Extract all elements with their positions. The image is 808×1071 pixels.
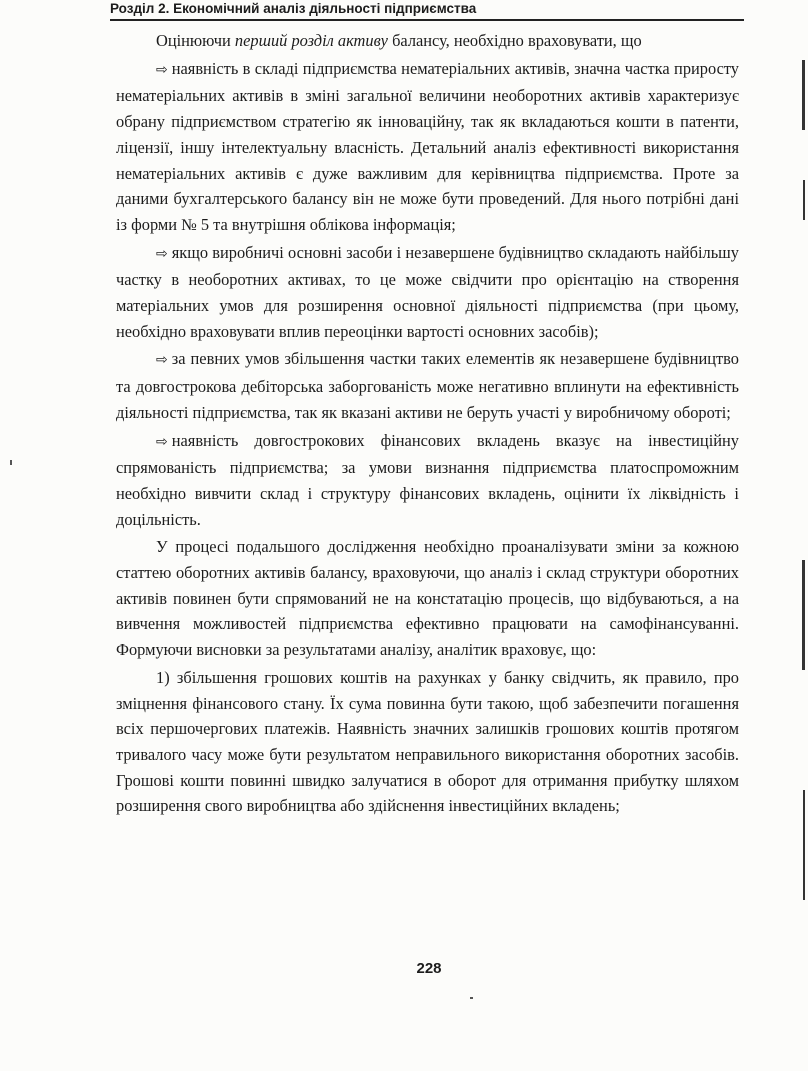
- intro-emphasis: перший розділ активу: [234, 31, 388, 50]
- bullet-item: ⇨ наявність в складі підприємства нематеріальних активів, значна частка приросту нематеріальних активів в зміні загальної величини необоротних активів характеризує обрану підприємством стратегію як інноваційну, так як вкладаються кошти в патенти, ліцензії, іншу інтелектуальну власність. Детальний аналіз ефективності використання нематеріальних активів є дуже важливим для керівництва підприємства. Проте за даними бухгалтерського балансу він не може бути проведений. Для нього потрібні дані із форми № 5 та внутрішня облікова інформація;: [116, 58, 739, 234]
- scan-dot: [10, 460, 12, 465]
- page-number: 228: [416, 960, 442, 977]
- page-body: [116, 28, 739, 821]
- scan-edge-mark: [803, 180, 805, 220]
- right-arrow-icon: ⇨: [156, 433, 168, 450]
- right-arrow-icon: ⇨: [156, 245, 168, 262]
- bullet-item: ⇨ за певних умов збільшення частки таких елементів як незавершене будівництво та довгострокова дебіторська заборгованість може негативно вплинути на ефективність діяльності підприємства, так як вказані активи не беруть участі у виробничому обороті;: [116, 349, 739, 422]
- bullet-item: ⇨ наявність довгострокових фінансових вкладень вказує на інвестиційну спрямованість підприємства; за умови визнання підприємства платоспроможним необхідно вивчити склад і структуру фінансових вкладень, оцінити їх ліквідність і доцільність.: [116, 430, 739, 529]
- intro-paragraph: Оцінюючи перший розділ активу балансу, необхідно враховувати, що: [156, 31, 642, 50]
- right-arrow-icon: ⇨: [156, 61, 168, 78]
- running-header: Розділ 2. Економічний аналіз діяльності підприємства: [110, 0, 744, 21]
- right-arrow-icon: ⇨: [156, 352, 168, 369]
- scan-edge-mark: [803, 790, 805, 900]
- scan-dot: [470, 997, 473, 999]
- scan-edge-mark: [802, 60, 805, 130]
- numbered-paragraph: 1) збільшення грошових коштів на рахунках у банку свідчить, як правило, про зміцнення фінансового стану. Їх сума повинна бути такою, щоб забезпечити погашення всіх першочергових платежів. Наявність значних залишків грошових коштів протягом тривалого часу може бути результатом неправильного використання оборотних засобів. Грошові кошти повинні швидко залучатися в оборот для отримання прибутку шляхом розширення свого виробництва або здійснення інвестиційних вкладень;: [116, 667, 739, 816]
- bullet-item: ⇨ якщо виробничі основні засоби і незавершене будівництво складають найбільшу частку в необоротних активах, то це може свідчити про орієнтацію на створення матеріальних умов для розширення основної діяльності підприємства (при цьому, необхідно враховувати вплив переоцінки вартості основних засобів);: [116, 242, 739, 341]
- body-paragraph: У процесі подальшого дослідження необхідно проаналізувати зміни за кожною статтею оборотних активів балансу, враховуючи, що аналіз і склад структури оборотних активів повинен бути спрямований не на констатацію процесів, що відбуваються, а на вивчення можливостей підприємства ефективно працювати на самофінансуванні. Формуючи висновки за результатами аналізу, аналітик враховує, що:: [116, 537, 739, 660]
- scan-edge-mark: [802, 560, 805, 670]
